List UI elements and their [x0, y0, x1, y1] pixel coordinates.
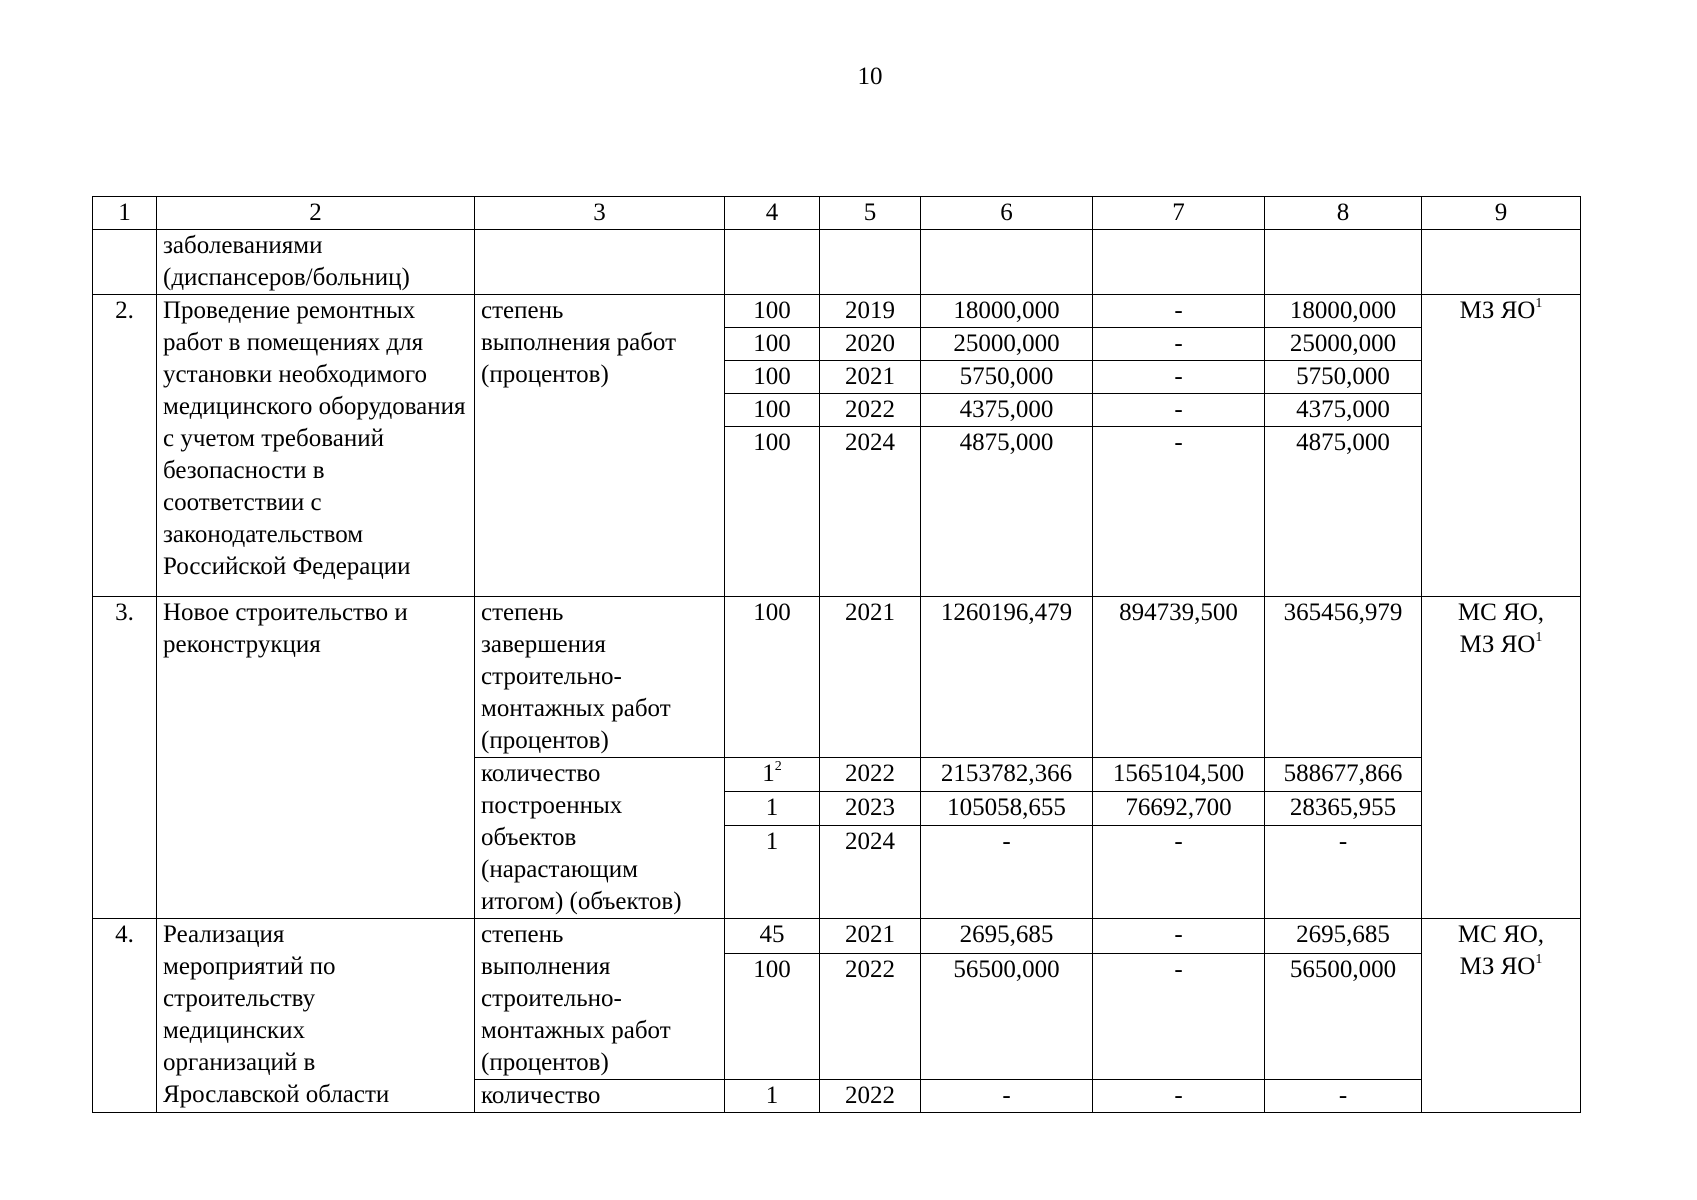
indicator-value-text: 100	[753, 429, 791, 456]
funding-federal: -	[1093, 953, 1265, 1079]
agency-line-2: МЗ ЯО	[1459, 631, 1536, 658]
funding-regional: 2695,685	[1265, 919, 1422, 954]
funding-regional: -	[1265, 1080, 1422, 1113]
funding-total: 18000,000	[921, 295, 1093, 328]
indicator-value	[725, 361, 820, 394]
funding-total: 2153782,366	[921, 758, 1093, 792]
indicator-value-text: 1	[765, 828, 779, 856]
year: 2024	[820, 826, 921, 919]
header-cell: 2	[157, 197, 475, 230]
header-cell: 7	[1093, 197, 1265, 230]
funding-total: 4375,000	[921, 394, 1093, 427]
indicator-value	[725, 295, 820, 328]
responsible-agency	[1422, 919, 1581, 1113]
agency-line-2: МЗ ЯО	[1459, 953, 1536, 980]
indicator-value-text: 100	[753, 330, 791, 357]
continuation-row	[93, 230, 1581, 295]
item-name: Проведение ремонтных работ в помещениях для установки необходимого медицинского оборудования с учетом требований безопасности в соответствии с законодательством Российской Федерации	[157, 295, 475, 597]
empty-cell	[1093, 230, 1265, 295]
year: 2020	[820, 328, 921, 361]
funding-regional: 4375,000	[1265, 394, 1422, 427]
indicator-value	[725, 826, 820, 919]
funding-regional: 4875,000	[1265, 427, 1422, 597]
header-cell: 4	[725, 197, 820, 230]
year: 2022	[820, 758, 921, 792]
header-cell: 9	[1422, 197, 1581, 230]
funding-regional: 25000,000	[1265, 328, 1422, 361]
empty-cell	[475, 230, 725, 295]
funding-total: 105058,655	[921, 792, 1093, 826]
funding-total: 56500,000	[921, 953, 1093, 1079]
indicator-value	[725, 919, 820, 954]
funding-regional: -	[1265, 826, 1422, 919]
funding-total: 25000,000	[921, 328, 1093, 361]
funding-federal: 76692,700	[1093, 792, 1265, 826]
funding-total: 2695,685	[921, 919, 1093, 954]
funding-federal: -	[1093, 1080, 1265, 1113]
year: 2019	[820, 295, 921, 328]
indicator-value	[725, 758, 820, 792]
footnote-marker: 1	[1535, 951, 1543, 967]
funding-federal: -	[1093, 328, 1265, 361]
year: 2022	[820, 953, 921, 1079]
indicator-value-text: 100	[753, 599, 791, 626]
responsible-agency	[1422, 597, 1581, 919]
item-number: 4.	[93, 919, 157, 1113]
funding-federal: 1565104,500	[1093, 758, 1265, 792]
footnote-marker: 2	[774, 758, 782, 774]
indicator-value-text: 1	[765, 1082, 779, 1109]
empty-cell	[725, 230, 820, 295]
funding-regional: 588677,866	[1265, 758, 1422, 792]
indicator-value-text: 100	[753, 955, 791, 983]
funding-federal: 894739,500	[1093, 597, 1265, 758]
funding-total: -	[921, 826, 1093, 919]
funding-total: 4875,000	[921, 427, 1093, 597]
indicator-value	[725, 328, 820, 361]
funding-federal: -	[1093, 826, 1265, 919]
funding-regional: 56500,000	[1265, 953, 1422, 1079]
indicator-value-text: 100	[753, 297, 791, 324]
indicator-value	[725, 953, 820, 1079]
year: 2021	[820, 597, 921, 758]
indicator-value	[725, 597, 820, 758]
indicator-value	[725, 1080, 820, 1113]
item-number: 2.	[93, 295, 157, 597]
year: 2022	[820, 1080, 921, 1113]
funding-regional: 5750,000	[1265, 361, 1422, 394]
year: 2023	[820, 792, 921, 826]
indicator-value-text: 100	[753, 396, 791, 423]
empty-cell	[1265, 230, 1422, 295]
indicator-value-text: 1	[765, 794, 779, 822]
page-number: 10	[857, 63, 883, 90]
item-name: Реализация мероприятий по строительству медицинских организаций в Ярославской области	[157, 919, 475, 1113]
indicator-label: степень завершения строительно- монтажных работ (процентов)	[475, 597, 725, 758]
indicator-label: количество построенных объектов (нарастающим итогом) (объектов)	[475, 758, 725, 919]
program-table	[92, 196, 1581, 1113]
indicator-value	[725, 394, 820, 427]
indicator-label: количество	[475, 1080, 725, 1113]
indicator-label: степень выполнения строительно- монтажных работ (процентов)	[475, 919, 725, 1080]
continuation-text: заболеваниями (диспансеров/больниц)	[157, 230, 475, 295]
year: 2021	[820, 361, 921, 394]
footnote-marker: 1	[1535, 295, 1543, 311]
header-cell: 1	[93, 197, 157, 230]
header-cell: 8	[1265, 197, 1422, 230]
agency-text: МЗ ЯО	[1459, 297, 1536, 324]
funding-federal: -	[1093, 394, 1265, 427]
item-number: 3.	[93, 597, 157, 919]
funding-federal: -	[1093, 919, 1265, 954]
agency-line-1: МС ЯО,	[1457, 599, 1545, 626]
year: 2024	[820, 427, 921, 597]
empty-cell	[1422, 230, 1581, 295]
year: 2021	[820, 919, 921, 954]
funding-federal: -	[1093, 427, 1265, 597]
funding-total: 1260196,479	[921, 597, 1093, 758]
funding-regional: 28365,955	[1265, 792, 1422, 826]
year: 2022	[820, 394, 921, 427]
responsible-agency	[1422, 295, 1581, 597]
indicator-value-text: 100	[753, 363, 791, 390]
indicator-value	[725, 792, 820, 826]
indicator-value-text: 1	[762, 760, 775, 787]
table-row	[93, 295, 1581, 328]
funding-federal: -	[1093, 361, 1265, 394]
table-row	[93, 597, 1581, 758]
indicator-label: степень выполнения работ (процентов)	[475, 295, 725, 597]
funding-regional: 365456,979	[1265, 597, 1422, 758]
footnote-marker: 1	[1535, 629, 1543, 645]
header-cell: 6	[921, 197, 1093, 230]
header-row	[93, 197, 1581, 230]
empty-cell	[93, 230, 157, 295]
indicator-value-text: 45	[759, 921, 785, 948]
funding-regional: 18000,000	[1265, 295, 1422, 328]
header-cell: 3	[475, 197, 725, 230]
funding-federal: -	[1093, 295, 1265, 328]
empty-cell	[921, 230, 1093, 295]
indicator-value	[725, 427, 820, 597]
funding-total: 5750,000	[921, 361, 1093, 394]
header-cell: 5	[820, 197, 921, 230]
agency-line-1: МС ЯО,	[1457, 921, 1545, 948]
item-name: Новое строительство и реконструкция	[157, 597, 475, 919]
funding-total: -	[921, 1080, 1093, 1113]
table-row	[93, 919, 1581, 954]
empty-cell	[820, 230, 921, 295]
